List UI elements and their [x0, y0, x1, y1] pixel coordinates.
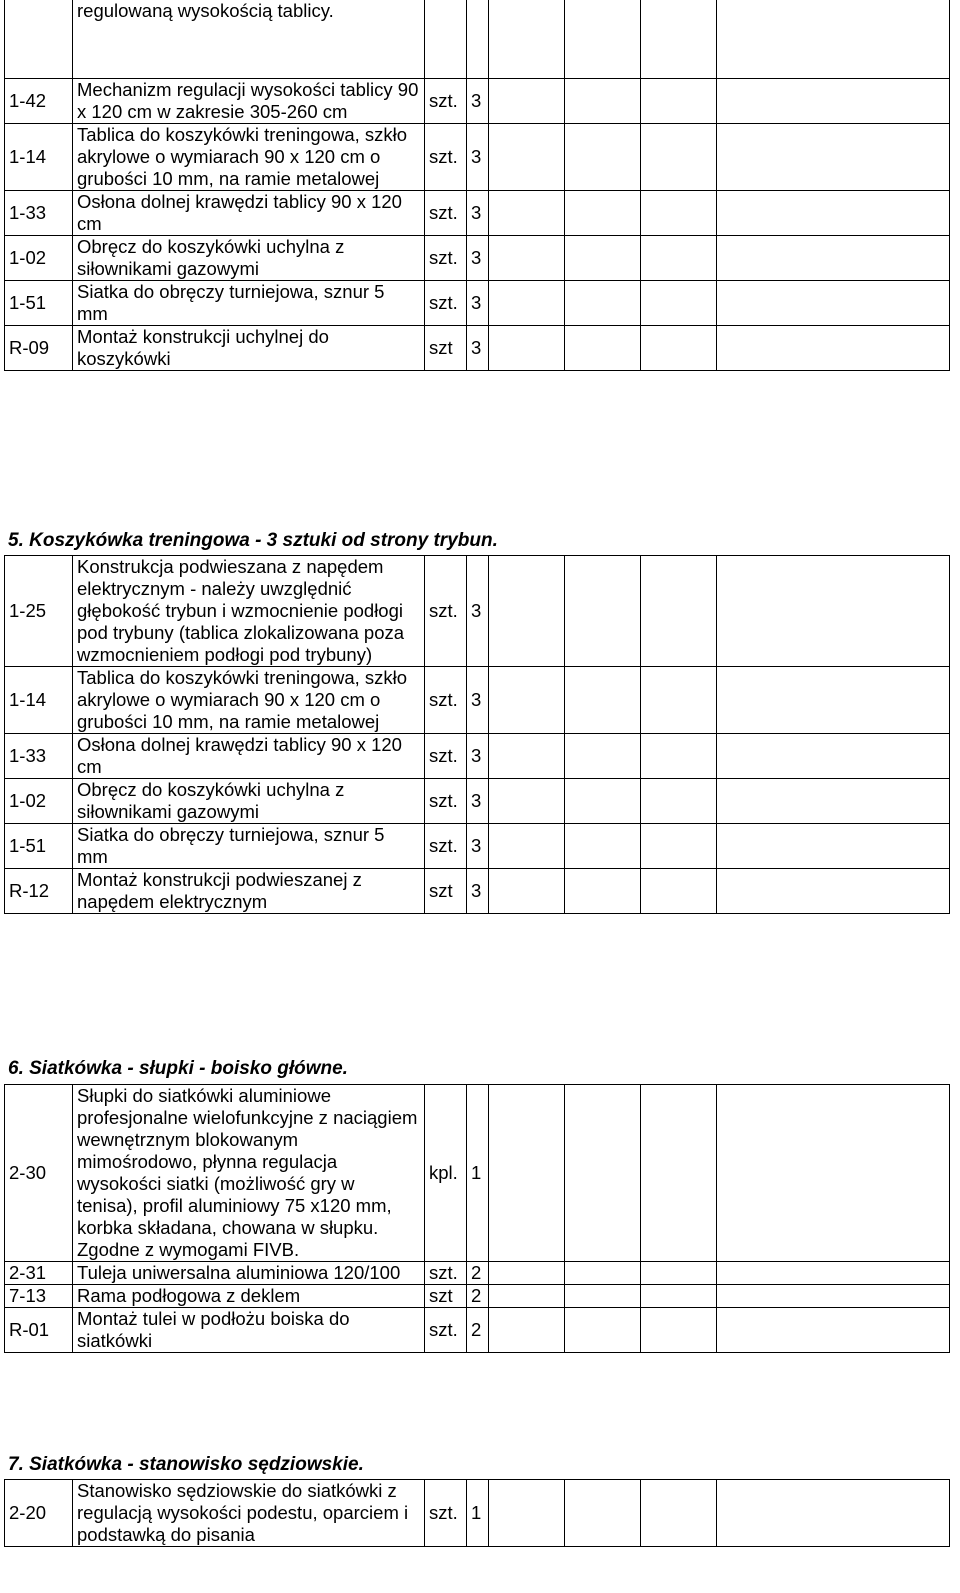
table-row	[5, 1262, 950, 1285]
cell-qty: 3	[467, 191, 489, 236]
cell-unit: szt.	[425, 779, 467, 824]
cell-description: Obręcz do koszykówki uchylna z siłownikami gazowymi	[73, 779, 425, 824]
cell-empty	[717, 1308, 950, 1353]
cell-code: 1-14	[5, 124, 73, 191]
cell-description: Tablica do koszykówki treningowa, szkło akrylowe o wymiarach 90 x 120 cm o grubości 10 mm, na ramie metalowej	[73, 124, 425, 191]
cell-qty: 3	[467, 236, 489, 281]
table-row	[5, 281, 950, 326]
cell-empty	[717, 1085, 950, 1262]
table-row	[5, 667, 950, 734]
cell-empty	[565, 124, 641, 191]
cell-empty	[641, 191, 717, 236]
cell-empty	[489, 824, 565, 869]
cell-qty: 3	[467, 869, 489, 914]
cell-empty	[489, 869, 565, 914]
cell-qty: 3	[467, 667, 489, 734]
cell-description: Siatka do obręczy turniejowa, sznur 5 mm	[73, 824, 425, 869]
cell-qty: 3	[467, 79, 489, 124]
cell-unit: szt.	[425, 556, 467, 667]
table-volleyball-posts	[4, 1084, 950, 1353]
cell-qty	[467, 0, 489, 79]
cell-empty	[641, 556, 717, 667]
cell-empty	[641, 1308, 717, 1353]
cell-empty	[717, 124, 950, 191]
cell-empty	[489, 124, 565, 191]
cell-empty	[489, 779, 565, 824]
cell-code: 1-51	[5, 281, 73, 326]
cell-code: 2-31	[5, 1262, 73, 1285]
table-body	[5, 1085, 950, 1353]
cell-code: 1-33	[5, 191, 73, 236]
cell-empty	[489, 79, 565, 124]
cell-qty: 3	[467, 824, 489, 869]
cell-unit: szt.	[425, 1308, 467, 1353]
cell-empty	[565, 1308, 641, 1353]
cell-qty: 1	[467, 1480, 489, 1547]
table-row	[5, 79, 950, 124]
cell-empty	[717, 869, 950, 914]
cell-empty	[565, 869, 641, 914]
cell-empty	[489, 236, 565, 281]
cell-qty: 2	[467, 1262, 489, 1285]
cell-description: Słupki do siatkówki aluminiowe profesjonalne wielofunkcyjne z naciągiem wewnętrznym blokowanym mimośrodowo, płynna regulacja wysokości siatki (możliwość gry w tenisa), profil aluminiowy 75 x120 mm, korbka składana, chowana w słupku. Zgodne z wymogami FIVB.	[73, 1085, 425, 1262]
cell-empty	[717, 779, 950, 824]
cell-empty	[565, 281, 641, 326]
cell-empty	[565, 556, 641, 667]
cell-description: Osłona dolnej krawędzi tablicy 90 x 120 cm	[73, 734, 425, 779]
cell-code: 1-51	[5, 824, 73, 869]
cell-empty	[641, 869, 717, 914]
cell-empty	[717, 1285, 950, 1308]
cell-unit: szt.	[425, 124, 467, 191]
cell-empty	[489, 667, 565, 734]
cell-unit	[425, 0, 467, 79]
cell-unit: szt.	[425, 281, 467, 326]
cell-qty: 3	[467, 556, 489, 667]
cell-unit: szt.	[425, 236, 467, 281]
cell-unit: szt.	[425, 667, 467, 734]
cell-code: R-01	[5, 1308, 73, 1353]
table-row	[5, 191, 950, 236]
cell-description: Konstrukcja podwieszana z napędem elektrycznym - należy uwzględnić głębokość trybun i wzmocnienie podłogi pod trybuny (tablica zlokalizowana poza wzmocnieniem podłogi pod trybuny)	[73, 556, 425, 667]
cell-empty	[641, 79, 717, 124]
cell-empty	[489, 1308, 565, 1353]
cell-description: Tablica do koszykówki treningowa, szkło akrylowe o wymiarach 90 x 120 cm o grubości 10 mm, na ramie metalowej	[73, 667, 425, 734]
cell-description: Montaż konstrukcji podwieszanej z napędem elektrycznym	[73, 869, 425, 914]
table-row	[5, 1480, 950, 1547]
table-row	[5, 326, 950, 371]
cell-empty	[717, 191, 950, 236]
cell-unit: kpl.	[425, 1085, 467, 1262]
table-row	[5, 0, 950, 79]
cell-qty: 3	[467, 779, 489, 824]
table-row	[5, 124, 950, 191]
cell-empty	[641, 236, 717, 281]
cell-unit: szt.	[425, 1480, 467, 1547]
cell-empty	[641, 1480, 717, 1547]
section-7-heading: 7. Siatkówka - stanowisko sędziowskie.	[8, 1454, 364, 1475]
cell-empty	[641, 734, 717, 779]
cell-empty	[489, 1285, 565, 1308]
table-row	[5, 1285, 950, 1308]
cell-qty: 3	[467, 734, 489, 779]
cell-unit: szt.	[425, 734, 467, 779]
cell-empty	[717, 326, 950, 371]
cell-empty	[489, 556, 565, 667]
cell-empty	[717, 734, 950, 779]
cell-code	[5, 0, 73, 79]
table-row	[5, 824, 950, 869]
section-6-heading: 6. Siatkówka - słupki - boisko główne.	[8, 1058, 348, 1079]
cell-empty	[641, 124, 717, 191]
cell-empty	[717, 667, 950, 734]
cell-code: 1-02	[5, 236, 73, 281]
cell-description: Osłona dolnej krawędzi tablicy 90 x 120 cm	[73, 191, 425, 236]
cell-empty	[717, 824, 950, 869]
cell-empty	[565, 734, 641, 779]
cell-qty: 1	[467, 1085, 489, 1262]
cell-empty	[641, 779, 717, 824]
table-row	[5, 556, 950, 667]
cell-empty	[565, 1285, 641, 1308]
table-row	[5, 869, 950, 914]
cell-empty	[717, 281, 950, 326]
cell-empty	[641, 326, 717, 371]
cell-empty	[641, 1085, 717, 1262]
table-body	[5, 556, 950, 914]
cell-description: Montaż konstrukcji uchylnej do koszykówki	[73, 326, 425, 371]
cell-qty: 3	[467, 124, 489, 191]
cell-unit: szt.	[425, 1262, 467, 1285]
cell-code: 1-14	[5, 667, 73, 734]
cell-code: 1-33	[5, 734, 73, 779]
table-row	[5, 1085, 950, 1262]
cell-unit: szt.	[425, 824, 467, 869]
cell-qty: 3	[467, 326, 489, 371]
cell-empty	[565, 1480, 641, 1547]
cell-unit: szt.	[425, 191, 467, 236]
cell-description: Tuleja uniwersalna aluminiowa 120/100	[73, 1262, 425, 1285]
cell-empty	[565, 326, 641, 371]
cell-code: 2-30	[5, 1085, 73, 1262]
cell-description: Stanowisko sędziowskie do siatkówki z regulacją wysokości podestu, oparciem i podstawką do pisania	[73, 1480, 425, 1547]
cell-description: Rama podłogowa z deklem	[73, 1285, 425, 1308]
cell-code: 1-25	[5, 556, 73, 667]
table-basketball-main	[4, 0, 950, 371]
table-basketball-training	[4, 555, 950, 914]
cell-empty	[489, 326, 565, 371]
cell-code: 2-20	[5, 1480, 73, 1547]
cell-empty	[641, 667, 717, 734]
cell-empty	[717, 236, 950, 281]
cell-code: 1-02	[5, 779, 73, 824]
cell-empty	[717, 1480, 950, 1547]
cell-qty: 3	[467, 281, 489, 326]
cell-empty	[565, 667, 641, 734]
cell-code: R-12	[5, 869, 73, 914]
section-5-heading: 5. Koszykówka treningowa - 3 sztuki od strony trybun.	[8, 530, 498, 551]
cell-empty	[489, 281, 565, 326]
cell-empty	[717, 1262, 950, 1285]
table-body	[5, 0, 950, 371]
cell-empty	[489, 191, 565, 236]
cell-unit: szt	[425, 1285, 467, 1308]
cell-empty	[565, 79, 641, 124]
cell-empty	[489, 1085, 565, 1262]
cell-empty	[565, 191, 641, 236]
table-row	[5, 1308, 950, 1353]
cell-empty	[565, 1085, 641, 1262]
cell-empty	[489, 1480, 565, 1547]
cell-qty: 2	[467, 1308, 489, 1353]
cell-empty	[489, 1262, 565, 1285]
cell-code: 1-42	[5, 79, 73, 124]
table-body	[5, 1480, 950, 1547]
cell-unit: szt	[425, 869, 467, 914]
cell-unit: szt.	[425, 79, 467, 124]
cell-description: Obręcz do koszykówki uchylna z siłownikami gazowymi	[73, 236, 425, 281]
table-row	[5, 779, 950, 824]
cell-description: Montaż tulei w podłożu boiska do siatkówki	[73, 1308, 425, 1353]
cell-empty	[565, 779, 641, 824]
cell-empty	[565, 824, 641, 869]
cell-empty	[489, 734, 565, 779]
table-row	[5, 734, 950, 779]
cell-description: Mechanizm regulacji wysokości tablicy 90 x 120 cm w zakresie 305-260 cm	[73, 79, 425, 124]
cell-empty	[641, 824, 717, 869]
cell-empty	[717, 79, 950, 124]
cell-empty	[641, 281, 717, 326]
cell-code: 7-13	[5, 1285, 73, 1308]
table-volleyball-referee	[4, 1479, 950, 1547]
cell-empty	[641, 1285, 717, 1308]
cell-empty	[565, 1262, 641, 1285]
cell-unit: szt	[425, 326, 467, 371]
cell-empty	[565, 236, 641, 281]
cell-empty	[641, 1262, 717, 1285]
cell-description: regulowaną wysokością tablicy.	[73, 0, 425, 79]
cell-empty	[717, 556, 950, 667]
cell-description: Siatka do obręczy turniejowa, sznur 5 mm	[73, 281, 425, 326]
table-row	[5, 236, 950, 281]
cell-qty: 2	[467, 1285, 489, 1308]
cell-code: R-09	[5, 326, 73, 371]
